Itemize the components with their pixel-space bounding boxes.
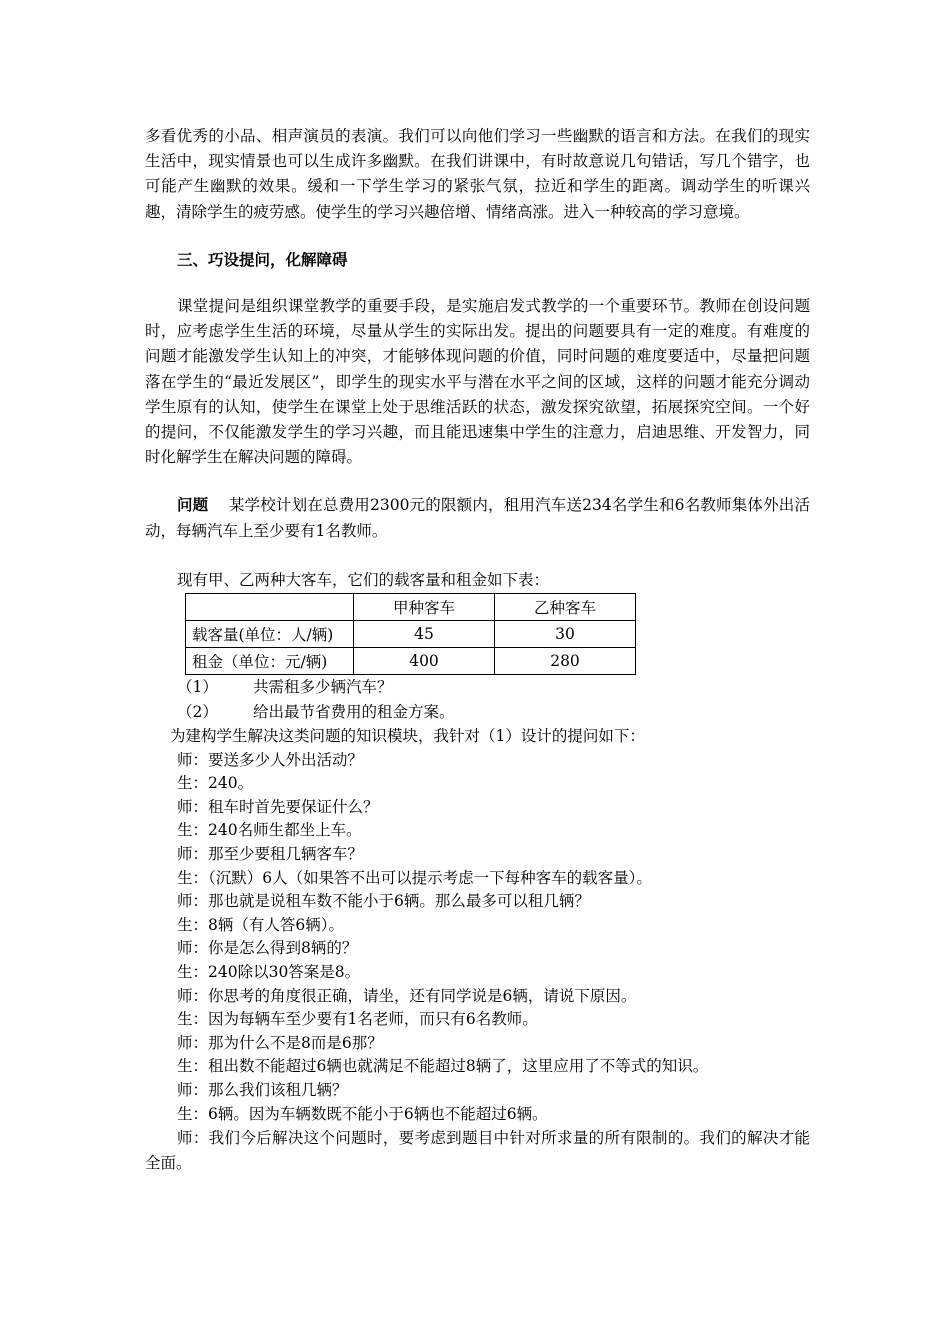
question-item (145, 700, 810, 725)
table-intro: 现有甲、乙两种大客车，它们的载客量和租金如下表： (177, 570, 550, 589)
table-row (186, 648, 636, 675)
dialog-line: 生：8辆（有人答6辆）。 (177, 915, 344, 934)
table-cell: 45 (354, 621, 495, 648)
table-header-cell (186, 594, 354, 621)
paragraph-questioning: 课堂提问是组织课堂教学的重要手段，是实施启发式教学的一个重要环节。教师在创设问题时，应考虑学生生活的环境，尽量从学生的实际出发。提出的问题要具有一定的难度。有难度的问题才能激发学生认知上的冲突，才能够体现问题的价值，同时问题的难度要适中，尽量把问题落在学生的“最近发展区”，即学生的现实水平与潜在水平之间的区域，这样的问题才能充分调动学生原有的认知，使学生在课堂上处于思维活跃的状态，激发探究欲望，拓展探究空间。一个好的提问，不仅能激发学生的学习兴趣，而且能迅速集中学生的注意力，启迪思维、开发智力，同时化解学生在解决问题的障碍。 (145, 297, 810, 467)
question-item (145, 675, 810, 700)
dialog-line: 师：那么我们该租几辆？ (177, 1080, 348, 1099)
problem-statement (145, 492, 810, 543)
problem-label: 问题 (177, 495, 209, 515)
bus-rental-table (185, 593, 636, 675)
dialog-line: 师：那至少要租几辆客车？ (177, 845, 364, 864)
dialog-line: 师：租车时首先要保证什么？ (177, 797, 379, 816)
dialog-line: 生：6辆。因为车辆数既不能小于6辆也不能超过6辆。 (177, 1104, 548, 1123)
table-cell: 280 (495, 648, 636, 675)
dialog-line: 生：240。 (177, 774, 254, 793)
dialog-line: 师：要送多少人外出活动？ (177, 750, 364, 769)
dialog-line: 师：你思考的角度很正确，请坐，还有同学说是6辆，请说下原因。 (177, 986, 637, 1005)
dialog-line: 生：因为每辆车至少要有1名老师，而只有6名教师。 (177, 1010, 538, 1029)
table-header-cell: 乙种客车 (495, 594, 636, 621)
dialog-line: 师：你是怎么得到8辆的？ (177, 939, 358, 958)
paragraph-humor: 多看优秀的小品、相声演员的表演。我们可以向他们学习一些幽默的语言和方法。在我们的现实生活中，现实情景也可以生成许多幽默。在我们讲课中，有时故意说几句错话，写几个错字，也可能产生幽默的效果。缓和一下学生学习的紧张气氛，拉近和学生的距离。调动学生的听课兴趣，清除学生的疲劳感。使学生的学习兴趣倍增、情绪高涨。进入一种较高的学习意境。 (145, 127, 810, 221)
dialog-line: 师：那也就是说租车数不能小于6辆。那么最多可以租几辆？ (177, 892, 590, 911)
question-number: （1） (177, 678, 218, 697)
section-heading-3: 三、巧设提问，化解障碍 (177, 249, 348, 269)
problem-text: 某学校计划在总费用2300元的限额内，租用汽车送234名学生和6名教师集体外出活动，每辆汽车上至少要有1名教师。 (145, 496, 810, 540)
question-text: 共需租多少辆汽车？ (253, 678, 393, 697)
table-row (186, 621, 636, 648)
dialog-line: 生：240名师生都坐上车。 (177, 821, 362, 840)
document-body (145, 124, 810, 1177)
table-header-row (186, 594, 636, 621)
dialog-intro: 为建构学生解决这类问题的知识模块，我针对（1）设计的提问如下： (170, 727, 645, 746)
dialog-line: 生：（沉默）6人（如果答不出可以提示考虑一下每种客车的载客量）。 (177, 868, 652, 887)
dialog-line: 生：租出数不能超过6辆也就满足不能超过8辆了，这里应用了不等式的知识。 (177, 1057, 709, 1076)
dialog-line: 师：那为什么不是8而是6那？ (177, 1033, 383, 1052)
question-text: 给出最节省费用的租金方案。 (253, 703, 455, 722)
table-cell: 30 (495, 621, 636, 648)
table-cell: 租金（单位：元/辆) (186, 648, 354, 675)
table-cell: 载客量(单位：人/辆) (186, 621, 354, 648)
dialog-line: 生：240除以30答案是8。 (177, 962, 361, 981)
table-header-cell: 甲种客车 (354, 594, 495, 621)
question-number: （2） (177, 703, 218, 722)
closing-paragraph: 师：我们今后解决这个问题时，要考虑到题目中针对所求量的所有限制的。我们的解决才能全面。 (145, 1129, 810, 1173)
table-cell: 400 (354, 648, 495, 675)
